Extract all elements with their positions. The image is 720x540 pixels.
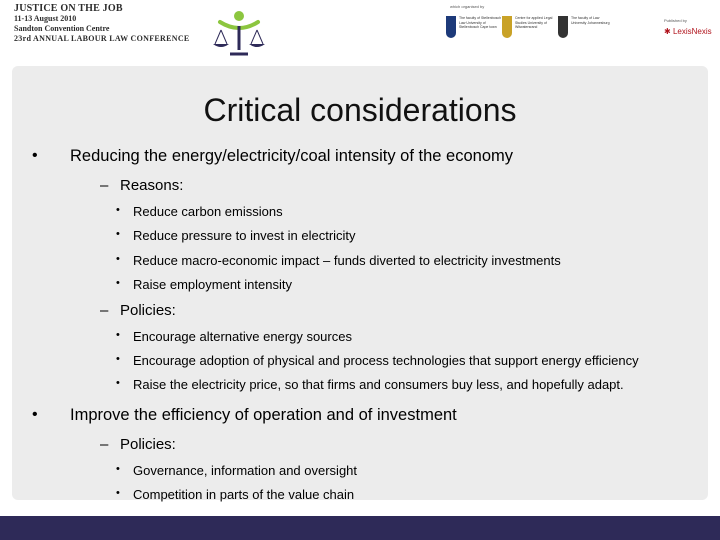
bullet-item: Raise employment intensity — [133, 277, 292, 293]
slide-title: Critical considerations — [203, 92, 517, 128]
bullet-item: Reduce macro-economic impact – funds diverted to electricity investments — [133, 252, 561, 268]
bullet-item: Reduce pressure to invest in electricity — [133, 228, 356, 244]
sub-heading: Policies: — [120, 301, 176, 319]
bullet-item: Raise the electricity price, so that firms and consumers buy less, and hopefully adapt. — [133, 377, 624, 393]
bullet-item: Competition in parts of the value chain — [133, 487, 355, 503]
lexisnexis-star-icon: ✱ — [664, 27, 671, 36]
organiser-name: Centre for applied Legal Studies University of Witwatersrand — [515, 16, 553, 29]
bullet-icon: • — [116, 252, 120, 265]
bullet-icon: • — [32, 147, 38, 164]
bullet-item: Encourage adoption of physical and process technologies that support energy efficiency — [133, 353, 639, 368]
dash-icon: – — [100, 435, 109, 453]
bullet-heading: Improve the efficiency of operation and of investment — [70, 405, 457, 424]
published-by-label: Published by — [664, 18, 687, 23]
justice-scales-logo-icon — [208, 8, 270, 58]
bullet-item: Reduce carbon emissions — [133, 204, 283, 219]
dash-icon: – — [100, 177, 109, 194]
conference-edition: 23rd ANNUAL LABOUR LAW CONFERENCE — [14, 34, 190, 43]
bullet-icon: • — [116, 228, 120, 241]
dash-icon: – — [100, 301, 109, 319]
conference-info — [14, 4, 190, 44]
sub-heading: Reasons: — [120, 177, 184, 194]
bullet-item: Encourage alternative energy sources — [133, 328, 352, 344]
bullet-heading: Reducing the energy/electricity/coal intensity of the economy — [70, 147, 513, 165]
bullet-icon: • — [116, 277, 120, 290]
bullet-icon: • — [116, 487, 120, 500]
sub-heading: Policies: — [120, 435, 176, 453]
organiser-name: The faculty of Law University Johannesburg — [571, 16, 610, 25]
bullet-icon: • — [32, 405, 38, 423]
bullet-icon: • — [116, 204, 120, 216]
lexisnexis-logo — [664, 27, 712, 36]
organiser-crest-icon — [502, 16, 512, 38]
organiser-crest-icon — [446, 16, 456, 38]
conference-name: JUSTICE ON THE JOB — [14, 3, 123, 14]
organised-by-label: which organised by — [450, 4, 485, 9]
publisher-name: LexisNexis — [672, 27, 712, 36]
organiser-crest-icon — [558, 16, 568, 38]
bullet-icon: • — [116, 353, 120, 365]
conference-dates: 11-13 August 2010 — [14, 14, 77, 23]
bullet-icon: • — [116, 377, 120, 390]
conference-header — [0, 0, 720, 62]
bullet-icon: • — [116, 328, 120, 341]
bullet-item: Governance, information and oversight — [133, 462, 358, 478]
organiser-name: The faculty of Stellenbosch Law University of Stellenbosch Cape town — [459, 16, 502, 29]
bullet-icon: • — [116, 462, 120, 475]
conference-venue: Sandton Convention Centre — [14, 24, 110, 33]
footer-bar — [0, 516, 720, 540]
